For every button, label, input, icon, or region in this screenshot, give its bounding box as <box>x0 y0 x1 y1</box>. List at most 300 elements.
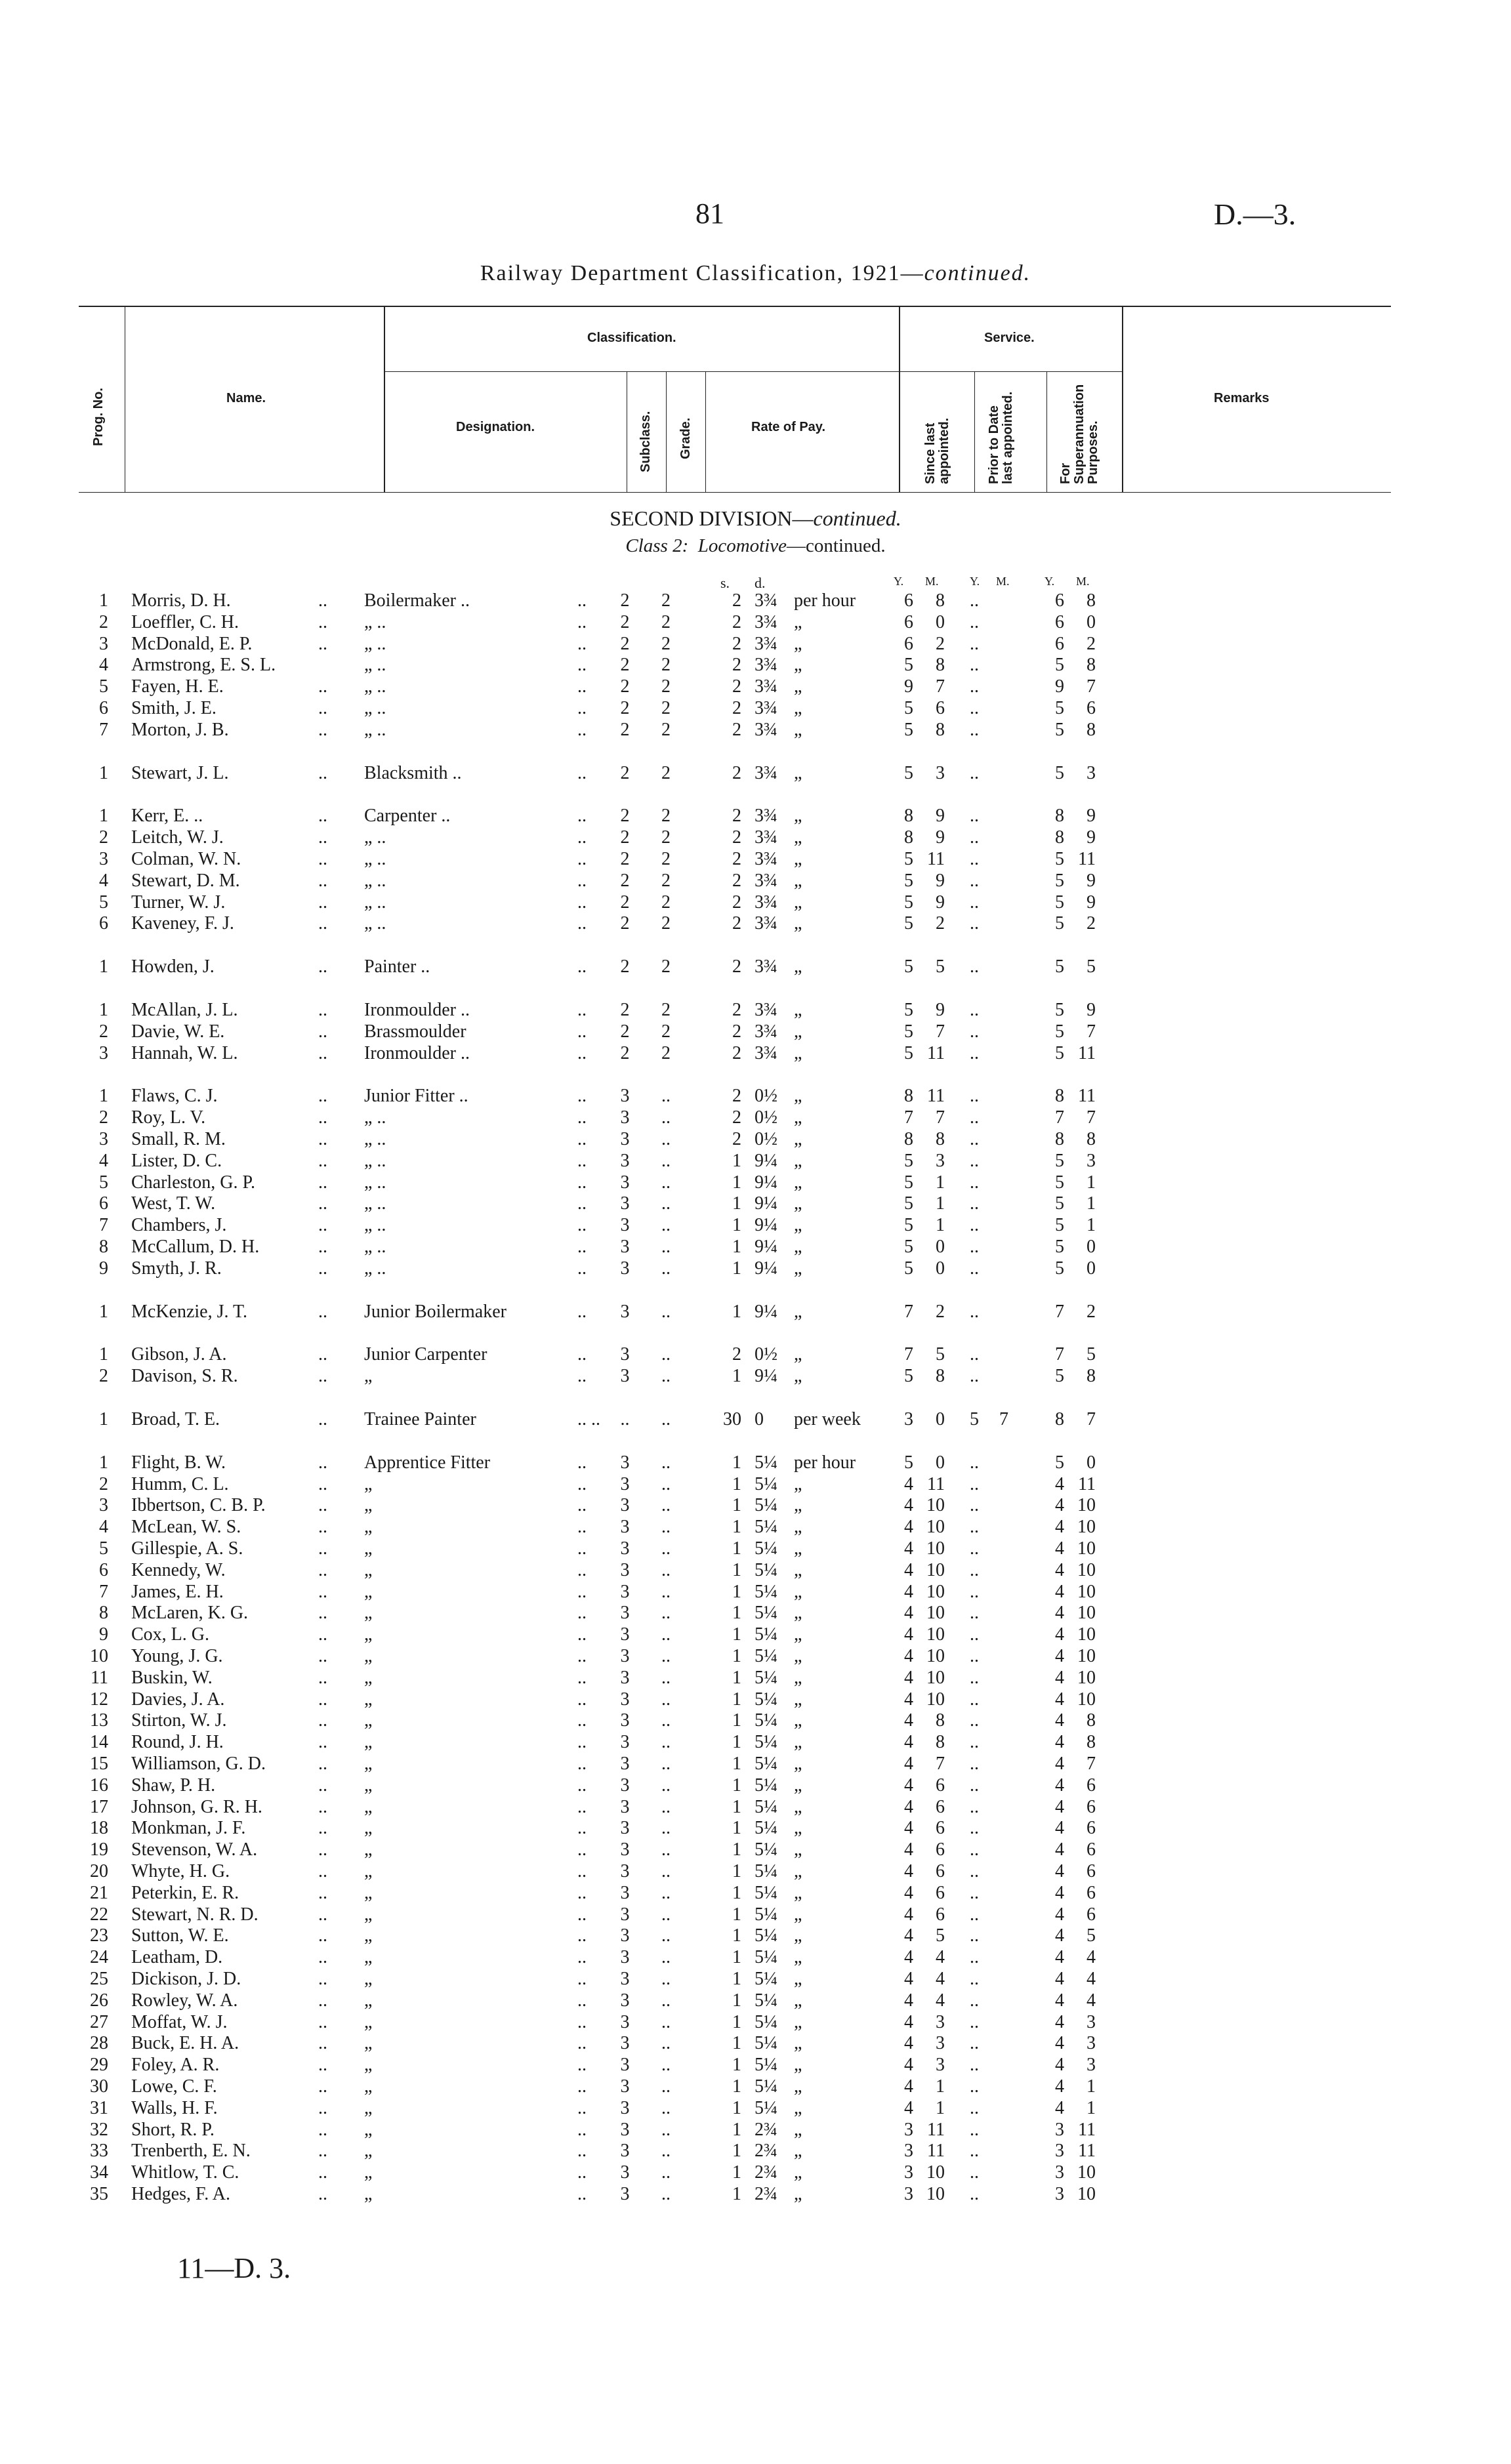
employee-name: Flaws, C. J. <box>131 1086 218 1107</box>
row-number: 1 <box>99 1452 108 1473</box>
row-number: 5 <box>99 676 108 697</box>
super-months: 7 <box>1087 1107 1096 1128</box>
employee-name: Stevenson, W. A. <box>131 1839 258 1860</box>
leader-dots: .. <box>318 1301 327 1322</box>
leader-dots: .. <box>318 762 327 783</box>
since-months: 9 <box>936 806 945 827</box>
employee-name: Chambers, J. <box>131 1215 227 1236</box>
rate-shillings: 1 <box>732 1839 741 1860</box>
employee-name: Morris, D. H. <box>131 590 231 611</box>
rate-shillings: 1 <box>732 1925 741 1946</box>
leader-dots: .. <box>318 870 327 891</box>
grade: 2 <box>661 1042 671 1063</box>
since-years: 3 <box>904 1409 913 1429</box>
employee-name: Colman, W. N. <box>131 849 241 869</box>
leader-dots: .. <box>577 655 587 676</box>
super-years: 4 <box>1055 1538 1064 1559</box>
leader-dots: .. <box>318 1495 327 1516</box>
leader-dots: .. .. <box>577 1409 600 1429</box>
since-months: 8 <box>936 1129 945 1149</box>
leader-dots: .. <box>318 698 327 718</box>
prior-years: .. <box>970 1215 979 1236</box>
since-years: 5 <box>904 1237 913 1257</box>
rate-period: „ <box>794 1775 802 1796</box>
super-months: 7 <box>1087 676 1096 697</box>
unit-prior-months: M. <box>996 575 1010 588</box>
employee-name: Smith, J. E. <box>131 698 217 718</box>
employee-name: Buck, E. H. A. <box>131 2033 239 2054</box>
header-subclass: Subclass. <box>638 411 653 472</box>
subclass: 3 <box>620 2055 630 2076</box>
subclass: 2 <box>620 633 630 654</box>
since-years: 4 <box>904 2033 913 2054</box>
header-prog-no: Prog. No. <box>91 388 106 446</box>
grade: .. <box>661 1517 671 1538</box>
since-months: 1 <box>936 1172 945 1193</box>
row-number: 4 <box>99 1517 108 1538</box>
rate-pence: 9¼ <box>755 1366 777 1387</box>
rate-pence: 5¼ <box>755 1969 777 1989</box>
rate-period: „ <box>794 1344 802 1365</box>
rate-period: „ <box>794 1818 802 1839</box>
employee-name: Armstrong, E. S. L. <box>131 655 276 676</box>
row-number: 34 <box>90 2162 108 2183</box>
since-years: 6 <box>904 633 913 654</box>
leader-dots: .. <box>577 1990 587 2011</box>
leader-dots: .. <box>318 2141 327 2162</box>
prior-years: .. <box>970 870 979 891</box>
rate-shillings: 1 <box>732 1258 741 1279</box>
header-top-rule <box>79 306 1391 307</box>
table-row <box>0 1302 1511 1323</box>
prior-years: .. <box>970 913 979 934</box>
designation: „ .. <box>364 633 386 654</box>
designation: „ <box>364 1990 373 2011</box>
header-rate-of-pay: Rate of Pay. <box>751 420 825 434</box>
employee-name: West, T. W. <box>131 1193 216 1214</box>
subclass: 3 <box>620 1925 630 1946</box>
prior-years: .. <box>970 1667 979 1688</box>
grade: 2 <box>661 892 671 913</box>
subclass: .. <box>620 1409 630 1429</box>
prior-years: .. <box>970 1172 979 1193</box>
row-number: 33 <box>90 2141 108 2162</box>
leader-dots: .. <box>318 1754 327 1774</box>
employee-name: Cox, L. G. <box>131 1624 209 1645</box>
rate-pence: 0½ <box>755 1107 777 1128</box>
row-number: 3 <box>99 849 108 869</box>
since-months: 7 <box>936 676 945 697</box>
rate-pence: 5¼ <box>755 2097 777 2118</box>
employee-name: Trenberth, E. N. <box>131 2141 251 2162</box>
leader-dots: .. <box>577 1237 587 1257</box>
rate-shillings: 1 <box>732 1775 741 1796</box>
rate-period: „ <box>794 1710 802 1731</box>
grade: .. <box>661 2076 671 2097</box>
since-years: 5 <box>904 1452 913 1473</box>
super-years: 5 <box>1055 1452 1064 1473</box>
super-years: 5 <box>1055 1150 1064 1171</box>
since-years: 4 <box>904 1925 913 1946</box>
rate-pence: 9¼ <box>755 1215 777 1236</box>
leader-dots: .. <box>577 849 587 869</box>
leader-dots: .. <box>318 1129 327 1149</box>
since-months: 9 <box>936 1000 945 1020</box>
leader-dots: .. <box>318 2119 327 2140</box>
leader-dots: .. <box>577 676 587 697</box>
grade: .. <box>661 1818 671 1839</box>
leader-dots: .. <box>577 1215 587 1236</box>
subclass: 3 <box>620 1710 630 1731</box>
grade: .. <box>661 1237 671 1257</box>
designation: „ .. <box>364 1107 386 1128</box>
since-years: 8 <box>904 806 913 827</box>
subclass: 3 <box>620 2162 630 2183</box>
super-months: 2 <box>1087 913 1096 934</box>
employee-name: Morton, J. B. <box>131 719 229 740</box>
prior-years: .. <box>970 2097 979 2118</box>
grade: .. <box>661 1796 671 1817</box>
rate-pence: 9¼ <box>755 1237 777 1257</box>
super-months: 6 <box>1087 1775 1096 1796</box>
row-number: 7 <box>99 719 108 740</box>
grade: 2 <box>661 719 671 740</box>
super-months: 4 <box>1087 1990 1096 2011</box>
designation: „ <box>364 1947 373 1968</box>
super-years: 4 <box>1055 1904 1064 1925</box>
prior-years: .. <box>970 1775 979 1796</box>
rate-pence: 5¼ <box>755 1710 777 1731</box>
since-months: 3 <box>936 762 945 783</box>
row-number: 1 <box>99 762 108 783</box>
table-row <box>0 1366 1511 1387</box>
since-months: 1 <box>936 1215 945 1236</box>
super-months: 9 <box>1087 827 1096 848</box>
row-number: 2 <box>99 611 108 632</box>
designation: „ .. <box>364 655 386 676</box>
super-months: 1 <box>1087 1193 1096 1214</box>
since-months: 11 <box>927 2119 945 2140</box>
rate-shillings: 2 <box>732 1344 741 1365</box>
super-months: 10 <box>1077 1581 1096 1602</box>
leader-dots: .. <box>577 1925 587 1946</box>
leader-dots: .. <box>577 2162 587 2183</box>
row-number: 21 <box>90 1882 108 1903</box>
since-months: 10 <box>926 2162 945 2183</box>
super-years: 4 <box>1055 1689 1064 1710</box>
grade: .. <box>661 2097 671 2118</box>
rate-shillings: 1 <box>732 1559 741 1580</box>
header-superannuation: For Superannuation Purposes. <box>1058 384 1100 484</box>
since-months: 5 <box>936 1925 945 1946</box>
rate-period: „ <box>794 611 802 632</box>
table-row <box>0 1107 1511 1128</box>
prior-years: .. <box>970 892 979 913</box>
leader-dots: .. <box>318 1086 327 1107</box>
rate-pence: 5¼ <box>755 1947 777 1968</box>
leader-dots: .. <box>577 611 587 632</box>
subclass: 3 <box>620 1107 630 1128</box>
row-number: 6 <box>99 1559 108 1580</box>
table-row <box>0 763 1511 784</box>
subclass: 3 <box>620 2076 630 2097</box>
leader-dots: .. <box>577 2076 587 2097</box>
super-years: 8 <box>1055 806 1064 827</box>
rate-shillings: 1 <box>732 1882 741 1903</box>
rate-pence: 5¼ <box>755 2033 777 2054</box>
rate-shillings: 2 <box>732 956 741 977</box>
super-years: 4 <box>1055 1646 1064 1666</box>
rate-period: „ <box>794 1667 802 1688</box>
super-years: 4 <box>1055 1990 1064 2011</box>
row-number: 17 <box>90 1796 108 1817</box>
grade: 2 <box>661 590 671 611</box>
leader-dots: .. <box>577 1581 587 1602</box>
rate-pence: 3¾ <box>755 655 777 676</box>
super-months: 7 <box>1087 1409 1096 1429</box>
super-years: 5 <box>1055 1193 1064 1214</box>
row-number: 26 <box>90 1990 108 2011</box>
designation: „ <box>364 2055 373 2076</box>
since-months: 0 <box>936 611 945 632</box>
employee-name: Smyth, J. R. <box>131 1258 222 1279</box>
super-months: 11 <box>1078 849 1096 869</box>
rate-shillings: 1 <box>732 1172 741 1193</box>
rate-pence: 9¼ <box>755 1150 777 1171</box>
since-months: 7 <box>936 1754 945 1774</box>
grade: .. <box>661 2184 671 2204</box>
leader-dots: .. <box>318 1904 327 1925</box>
grade: .. <box>661 1344 671 1365</box>
row-number: 10 <box>90 1646 108 1666</box>
rate-shillings: 1 <box>732 2119 741 2140</box>
prior-years: .. <box>970 1861 979 1881</box>
grade: .. <box>661 1689 671 1710</box>
designation: Ironmoulder .. <box>364 1042 470 1063</box>
super-years: 5 <box>1055 892 1064 913</box>
rate-shillings: 1 <box>732 1624 741 1645</box>
since-years: 4 <box>904 2097 913 2118</box>
since-years: 5 <box>904 913 913 934</box>
since-years: 7 <box>904 1107 913 1128</box>
super-months: 8 <box>1087 1710 1096 1731</box>
grade: 2 <box>661 913 671 934</box>
subclass: 3 <box>620 2184 630 2204</box>
rate-pence: 5¼ <box>755 1754 777 1774</box>
leader-dots: .. <box>318 1732 327 1753</box>
designation: „ <box>364 1689 373 1710</box>
leader-dots: .. <box>577 1086 587 1107</box>
leader-dots: .. <box>577 590 587 611</box>
super-months: 0 <box>1087 1258 1096 1279</box>
row-number: 5 <box>99 1538 108 1559</box>
since-years: 5 <box>904 1215 913 1236</box>
rate-pence: 5¼ <box>755 1559 777 1580</box>
row-number: 16 <box>90 1775 108 1796</box>
header-designation: Designation. <box>456 420 535 434</box>
since-years: 6 <box>904 590 913 611</box>
leader-dots: .. <box>318 1021 327 1042</box>
designation: Boilermaker .. <box>364 590 470 611</box>
prior-years: .. <box>970 1969 979 1989</box>
designation: Junior Boilermaker <box>364 1301 507 1322</box>
subclass: 2 <box>620 590 630 611</box>
designation: „ .. <box>364 1193 386 1214</box>
prior-years: .. <box>970 1925 979 1946</box>
super-years: 4 <box>1055 1775 1064 1796</box>
since-months: 9 <box>936 827 945 848</box>
designation: „ <box>364 2141 373 2162</box>
subclass: 2 <box>620 806 630 827</box>
leader-dots: .. <box>577 827 587 848</box>
subclass: 3 <box>620 1732 630 1753</box>
since-years: 4 <box>904 1904 913 1925</box>
employee-name: Moffat, W. J. <box>131 2011 228 2032</box>
table-row <box>0 1775 1511 1796</box>
super-years: 4 <box>1055 1839 1064 1860</box>
since-months: 3 <box>936 2033 945 2054</box>
rate-period: „ <box>794 1193 802 1214</box>
super-years: 5 <box>1055 1042 1064 1063</box>
subclass: 2 <box>620 827 630 848</box>
leader-dots: .. <box>318 1581 327 1602</box>
grade: .. <box>661 1559 671 1580</box>
subclass: 2 <box>620 849 630 869</box>
unit-super-years: Y. <box>1045 575 1055 588</box>
employee-name: Peterkin, E. R. <box>131 1882 239 1903</box>
designation: „ <box>364 1559 373 1580</box>
since-months: 10 <box>926 1624 945 1645</box>
super-years: 4 <box>1055 1667 1064 1688</box>
super-months: 4 <box>1087 1969 1096 1989</box>
header-classification: Classification. <box>587 331 676 345</box>
table-row <box>0 849 1511 870</box>
prior-years: .. <box>970 2184 979 2204</box>
row-number: 4 <box>99 655 108 676</box>
super-months: 8 <box>1087 1129 1096 1149</box>
employee-name: Buskin, W. <box>131 1667 213 1688</box>
since-years: 3 <box>904 2119 913 2140</box>
designation: „ .. <box>364 849 386 869</box>
row-number: 2 <box>99 827 108 848</box>
since-years: 4 <box>904 1732 913 1753</box>
since-years: 7 <box>904 1344 913 1365</box>
rate-shillings: 1 <box>732 1796 741 1817</box>
table-row <box>0 1495 1511 1516</box>
table-row <box>0 1947 1511 1968</box>
table-row <box>0 1086 1511 1107</box>
leader-dots: .. <box>318 2162 327 2183</box>
grade: .. <box>661 1215 671 1236</box>
rate-period: „ <box>794 1969 802 1989</box>
leader-dots: .. <box>577 1732 587 1753</box>
rate-period: „ <box>794 1882 802 1903</box>
rate-pence: 5¼ <box>755 1603 777 1624</box>
since-years: 8 <box>904 827 913 848</box>
rate-period: „ <box>794 2162 802 2183</box>
super-years: 4 <box>1055 1754 1064 1774</box>
table-row <box>0 2098 1511 2119</box>
leader-dots: .. <box>318 1538 327 1559</box>
super-months: 3 <box>1087 1150 1096 1171</box>
since-years: 4 <box>904 1581 913 1602</box>
grade: .. <box>661 1882 671 1903</box>
grade: .. <box>661 1646 671 1666</box>
rate-shillings: 1 <box>732 2141 741 2162</box>
leader-dots: .. <box>318 1150 327 1171</box>
row-number: 2 <box>99 1366 108 1387</box>
prior-years: .. <box>970 1538 979 1559</box>
grade: .. <box>661 1710 671 1731</box>
since-years: 3 <box>904 2162 913 2183</box>
leader-dots: .. <box>318 1603 327 1624</box>
since-months: 5 <box>936 956 945 977</box>
since-years: 5 <box>904 1021 913 1042</box>
row-number: 3 <box>99 1129 108 1149</box>
header-name: Name. <box>226 391 266 405</box>
employee-name: Roy, L. V. <box>131 1107 206 1128</box>
since-months: 8 <box>936 1710 945 1731</box>
designation: „ <box>364 1732 373 1753</box>
super-months: 7 <box>1087 1754 1096 1774</box>
since-months: 3 <box>936 1150 945 1171</box>
super-months: 6 <box>1087 1861 1096 1881</box>
employee-name: Kerr, E. .. <box>131 806 203 827</box>
since-years: 5 <box>904 1172 913 1193</box>
rate-period: „ <box>794 1754 802 1774</box>
employee-name: Stewart, D. M. <box>131 870 240 891</box>
leader-dots: .. <box>577 1107 587 1128</box>
since-months: 8 <box>936 1366 945 1387</box>
since-years: 5 <box>904 1000 913 1020</box>
rate-pence: 5¼ <box>755 1818 777 1839</box>
rate-shillings: 1 <box>732 1818 741 1839</box>
prior-years: .. <box>970 1301 979 1322</box>
rate-period: „ <box>794 2033 802 2054</box>
designation: „ <box>364 1882 373 1903</box>
table-row <box>0 2055 1511 2076</box>
subclass: 3 <box>620 1624 630 1645</box>
row-number: 18 <box>90 1818 108 1839</box>
employee-name: Leitch, W. J. <box>131 827 224 848</box>
rate-shillings: 2 <box>732 655 741 676</box>
subclass: 3 <box>620 1344 630 1365</box>
employee-name: McLean, W. S. <box>131 1517 241 1538</box>
rate-period: „ <box>794 1796 802 1817</box>
table-row <box>0 2076 1511 2097</box>
subclass: 3 <box>620 1754 630 1774</box>
subclass: 3 <box>620 1517 630 1538</box>
table-row <box>0 2184 1511 2205</box>
subclass: 3 <box>620 2033 630 2054</box>
rate-pence: 3¾ <box>755 827 777 848</box>
row-number: 30 <box>90 2076 108 2097</box>
leader-dots: .. <box>318 1947 327 1968</box>
super-years: 4 <box>1055 1947 1064 1968</box>
header-bottom-rule <box>79 492 1391 493</box>
employee-name: Whyte, H. G. <box>131 1861 230 1881</box>
since-years: 5 <box>904 655 913 676</box>
prior-years: .. <box>970 1581 979 1602</box>
designation: „ .. <box>364 1258 386 1279</box>
designation: „ <box>364 1754 373 1774</box>
rate-shillings: 2 <box>732 590 741 611</box>
table-row <box>0 1861 1511 1882</box>
grade: 2 <box>661 611 671 632</box>
super-months: 6 <box>1087 1818 1096 1839</box>
leader-dots: .. <box>577 762 587 783</box>
rate-shillings: 1 <box>732 1517 741 1538</box>
